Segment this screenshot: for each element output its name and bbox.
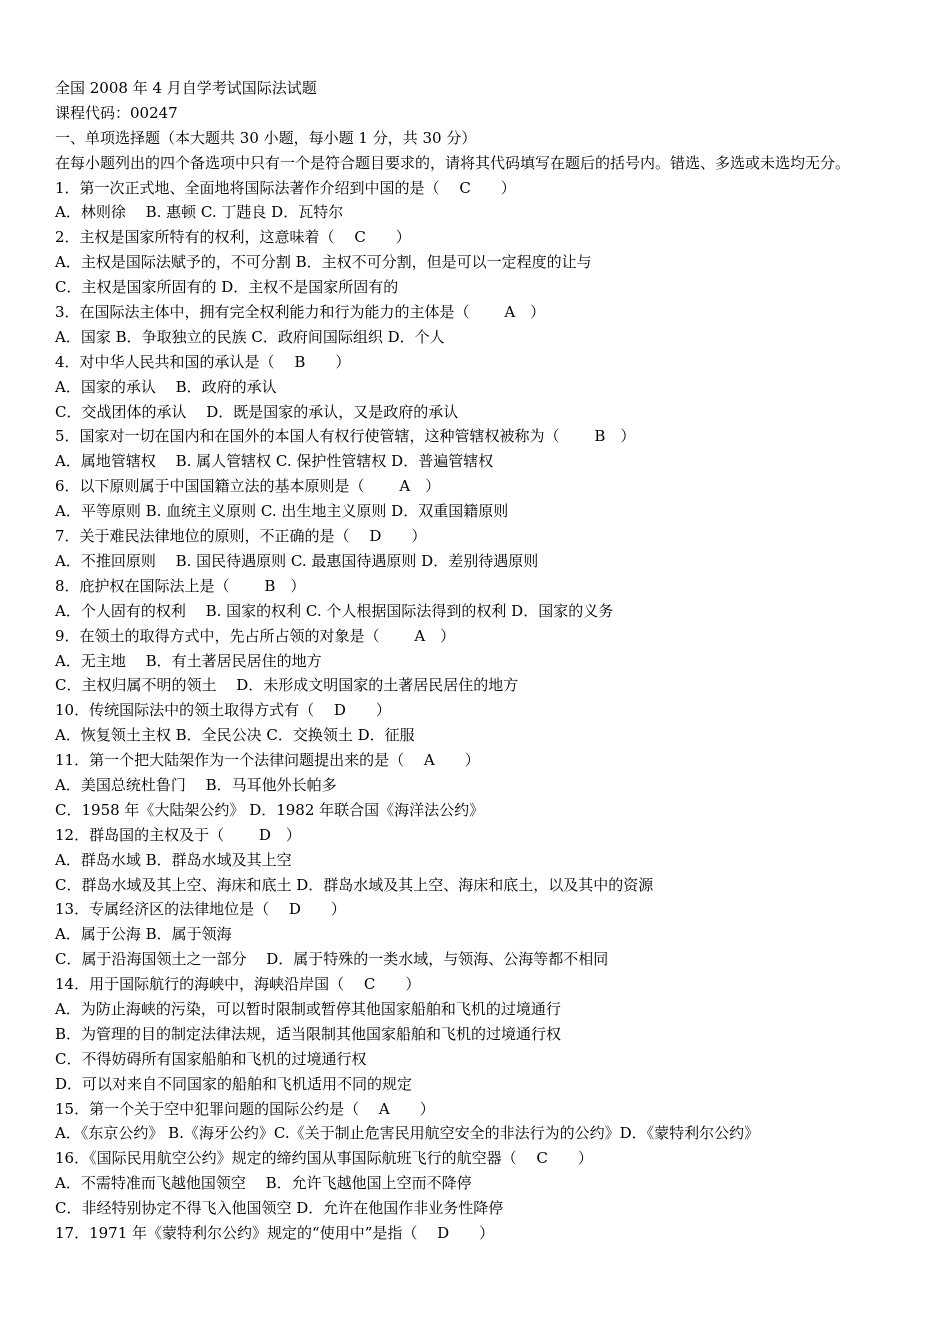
question-line: 2．主权是国家所特有的权利，这意味着（ C ） (55, 228, 411, 247)
question-line: 16．《国际民用航空公约》规定的缔约国从事国际航班飞行的航空器（ C ） (55, 1149, 593, 1168)
option-line: A．国家的承认 B．政府的承认 (55, 377, 277, 396)
option-line: A．美国总统杜鲁门 B．马耳他外长帕多 (55, 775, 337, 794)
question-list (55, 176, 900, 1246)
question-line: 17．1971 年《蒙特利尔公约》规定的“使用中”是指（ D ） (55, 1223, 495, 1242)
option-line: D．可以对来自不同国家的船舶和飞机适用不同的规定 (55, 1074, 413, 1093)
option-line: A．主权是国际法赋予的，不可分割 B．主权不可分割，但是可以一定程度的让与 (55, 253, 592, 272)
course-code: 课程代码：00247 (55, 103, 178, 122)
option-line: A．不需特准而飞越他国领空 B．允许飞越他国上空而不降停 (55, 1174, 472, 1193)
option-line: C．不得妨碍所有国家船舶和飞机的过境通行权 (55, 1049, 367, 1068)
option-line: C．1958 年《大陆架公约》 D．1982 年联合国《海洋法公约》 (55, 800, 485, 819)
option-line: A．为防止海峡的污染，可以暂时限制或暂停其他国家船舶和飞机的过境通行 (55, 999, 561, 1018)
question-line: 11．第一个把大陆架作为一个法律问题提出来的是（ A ） (55, 751, 480, 770)
exam-title: 全国 2008 年 4 月自学考试国际法试题 (55, 79, 317, 97)
option-line: A．恢复领土主权 B．全民公决 C．交换领土 D．征服 (55, 726, 415, 745)
question-line: 13．专属经济区的法律地位是（ D ） (55, 900, 346, 919)
option-line: C．属于沿海国领土之一部分 D．属于特殊的一类水域，与领海、公海等都不相同 (55, 950, 609, 969)
option-line: A．《东京公约》 B.《海牙公约》C.《关于制止危害民用航空安全的非法行为的公约》D．《蒙特利尔公约》 (55, 1124, 760, 1143)
question-line: 14．用于国际航行的海峡中，海峡沿岸国（ C ） (55, 975, 421, 994)
option-line: B．为管理的目的制定法律法规，适当限制其他国家船舶和飞机的过境通行权 (55, 1024, 562, 1043)
option-line: C．非经特别协定不得飞入他国领空 D．允许在他国作非业务性降停 (55, 1199, 504, 1218)
question-line: 9．在领土的取得方式中，先占所占领的对象是（ A ） (55, 626, 456, 645)
question-line: 3．在国际法主体中，拥有完全权利能力和行为能力的主体是（ A ） (55, 303, 546, 322)
exam-document (55, 76, 900, 1246)
option-line: A．不推回原则 B. 国民待遇原则 C. 最惠国待遇原则 D．差别待遇原则 (55, 551, 539, 570)
question-line: 12．群岛国的主权及于（ D ） (55, 825, 301, 844)
option-line: A．属地管辖权 B. 属人管辖权 C. 保护性管辖权 D．普遍管辖权 (55, 452, 494, 471)
option-line: A．无主地 B．有土著居民居住的地方 (55, 651, 322, 670)
option-line: A．个人固有的权利 B. 国家的权利 C. 个人根据国际法得到的权利 D．国家的义务 (55, 601, 614, 620)
question-line: 6．以下原则属于中国国籍立法的基本原则是（ A ） (55, 477, 441, 496)
section-heading: 一、单项选择题（本大题共 30 小题，每小题 1 分，共 30 分） (55, 128, 477, 147)
option-line: A．群岛水域 B．群岛水域及其上空 (55, 850, 292, 869)
question-line: 5．国家对一切在国内和在国外的本国人有权行使管辖，这种管辖权被称为（ B ） (55, 427, 636, 446)
option-line: C．群岛水域及其上空、海床和底土 D．群岛水域及其上空、海床和底土，以及其中的资源 (55, 875, 654, 894)
option-line: C．交战团体的承认 D．既是国家的承认，又是政府的承认 (55, 402, 459, 421)
question-line: 15．第一个关于空中犯罪问题的国际公约是（ A ） (55, 1099, 435, 1118)
question-line: 10．传统国际法中的领土取得方式有（ D ） (55, 701, 391, 720)
option-line: A．平等原则 B. 血统主义原则 C. 出生地主义原则 D．双重国籍原则 (55, 502, 509, 521)
option-line: A．属于公海 B．属于领海 (55, 925, 232, 944)
question-line: 7．关于难民法律地位的原则，不正确的是（ D ） (55, 527, 427, 546)
question-line: 4．对中华人民共和国的承认是（ B ） (55, 352, 351, 371)
option-line: A．林则徐 B. 惠顿 C. 丁韪良 D．瓦特尔 (55, 203, 344, 222)
option-line: C．主权归属不明的领土 D．未形成文明国家的土著居民居住的地方 (55, 676, 519, 695)
question-line: 8．庇护权在国际法上是（ B ） (55, 576, 306, 595)
question-line: 1．第一次正式地、全面地将国际法著作介绍到中国的是（ C ） (55, 178, 516, 197)
section-instructions: 在每小题列出的四个备选项中只有一个是符合题目要求的，请将其代码填写在题后的括号内。错选、多选或未选均无分。 (55, 153, 851, 172)
option-line: C．主权是国家所固有的 D．主权不是国家所固有的 (55, 278, 399, 297)
option-line: A．国家 B．争取独立的民族 C．政府间国际组织 D．个人 (55, 327, 445, 346)
